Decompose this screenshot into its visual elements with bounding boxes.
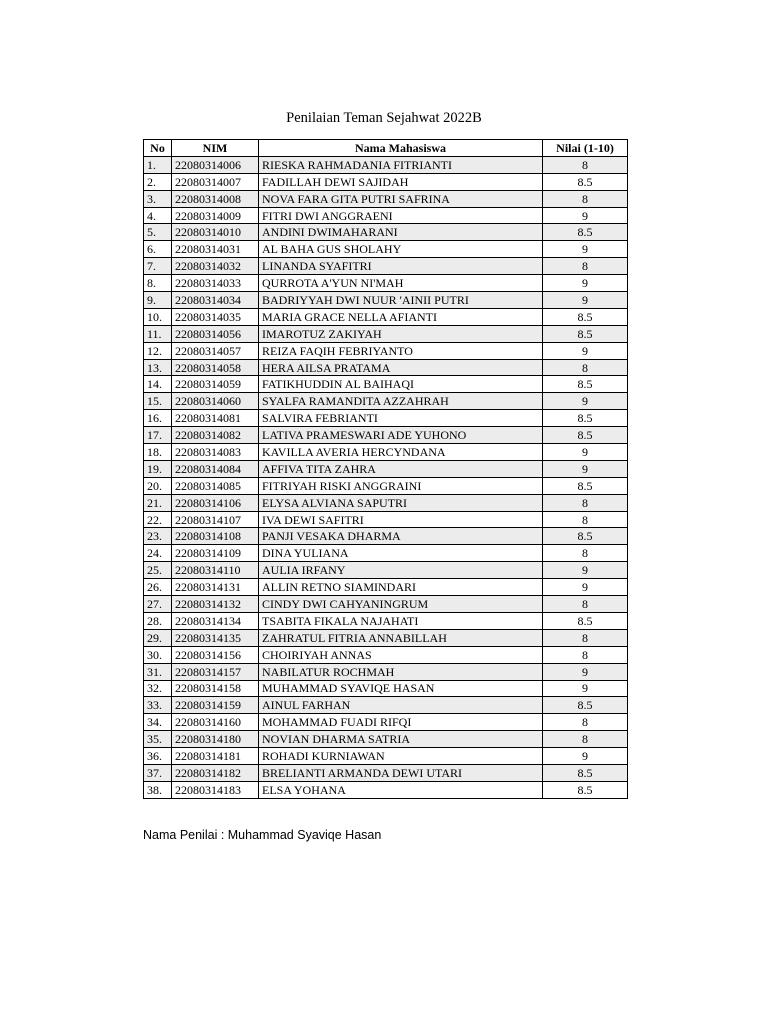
cell-name: BADRIYYAH DWI NUUR 'AINII PUTRI <box>259 292 543 309</box>
cell-nim: 22080314058 <box>172 359 259 376</box>
cell-nilai: 8 <box>543 494 628 511</box>
table-row <box>144 781 628 798</box>
cell-nim: 22080314084 <box>172 460 259 477</box>
cell-nim: 22080314007 <box>172 173 259 190</box>
cell-nim: 22080314131 <box>172 579 259 596</box>
cell-nim: 22080314180 <box>172 731 259 748</box>
cell-nim: 22080314160 <box>172 714 259 731</box>
cell-nim: 22080314085 <box>172 477 259 494</box>
cell-no: 20. <box>144 477 172 494</box>
cell-name: IVA DEWI SAFITRI <box>259 511 543 528</box>
cell-no: 6. <box>144 241 172 258</box>
cell-name: ELSA YOHANA <box>259 781 543 798</box>
cell-nim: 22080314106 <box>172 494 259 511</box>
cell-nilai: 8 <box>543 511 628 528</box>
cell-no: 23. <box>144 528 172 545</box>
cell-name: IMAROTUZ ZAKIYAH <box>259 325 543 342</box>
cell-name: BRELIANTI ARMANDA DEWI UTARI <box>259 764 543 781</box>
header-no: No <box>144 140 172 157</box>
cell-name: KAVILLA AVERIA HERCYNDANA <box>259 444 543 461</box>
cell-no: 18. <box>144 444 172 461</box>
cell-name: AULIA IRFANY <box>259 562 543 579</box>
cell-nim: 22080314132 <box>172 596 259 613</box>
table-row <box>144 224 628 241</box>
table-row <box>144 190 628 207</box>
table-row <box>144 325 628 342</box>
cell-nilai: 8.5 <box>543 325 628 342</box>
cell-no: 24. <box>144 545 172 562</box>
table-row <box>144 629 628 646</box>
cell-nim: 22080314109 <box>172 545 259 562</box>
cell-no: 21. <box>144 494 172 511</box>
cell-no: 4. <box>144 207 172 224</box>
cell-name: ZAHRATUL FITRIA ANNABILLAH <box>259 629 543 646</box>
cell-nilai: 8 <box>543 646 628 663</box>
cell-no: 22. <box>144 511 172 528</box>
table-row <box>144 714 628 731</box>
cell-no: 16. <box>144 410 172 427</box>
cell-no: 11. <box>144 325 172 342</box>
cell-nilai: 8 <box>543 258 628 275</box>
cell-no: 26. <box>144 579 172 596</box>
cell-name: ALLIN RETNO SIAMINDARI <box>259 579 543 596</box>
cell-no: 17. <box>144 427 172 444</box>
cell-nilai: 8 <box>543 714 628 731</box>
table-row <box>144 477 628 494</box>
cell-nim: 22080314135 <box>172 629 259 646</box>
table-row <box>144 427 628 444</box>
cell-nim: 22080314158 <box>172 680 259 697</box>
table-row <box>144 731 628 748</box>
table-row <box>144 393 628 410</box>
cell-no: 13. <box>144 359 172 376</box>
table-row <box>144 359 628 376</box>
table-row <box>144 156 628 173</box>
table-row <box>144 545 628 562</box>
cell-name: RIESKA RAHMADANIA FITRIANTI <box>259 156 543 173</box>
cell-name: CHOIRIYAH ANNAS <box>259 646 543 663</box>
cell-name: FITRI DWI ANGGRAENI <box>259 207 543 224</box>
cell-no: 9. <box>144 292 172 309</box>
cell-nilai: 8 <box>543 731 628 748</box>
cell-nilai: 8.5 <box>543 376 628 393</box>
cell-name: NABILATUR ROCHMAH <box>259 663 543 680</box>
cell-no: 8. <box>144 275 172 292</box>
cell-nim: 22080314107 <box>172 511 259 528</box>
cell-no: 37. <box>144 764 172 781</box>
cell-name: AL BAHA GUS SHOLAHY <box>259 241 543 258</box>
cell-nilai: 9 <box>543 680 628 697</box>
cell-nilai: 8.5 <box>543 410 628 427</box>
cell-nilai: 8 <box>543 596 628 613</box>
cell-name: REIZA FAQIH FEBRIYANTO <box>259 342 543 359</box>
cell-nim: 22080314181 <box>172 748 259 765</box>
cell-name: FITRIYAH RISKI ANGGRAINI <box>259 477 543 494</box>
cell-nilai: 8 <box>543 545 628 562</box>
cell-nilai: 8 <box>543 629 628 646</box>
cell-no: 7. <box>144 258 172 275</box>
cell-name: LINANDA SYAFITRI <box>259 258 543 275</box>
cell-no: 14. <box>144 376 172 393</box>
cell-name: NOVA FARA GITA PUTRI SAFRINA <box>259 190 543 207</box>
header-nilai: Nilai (1-10) <box>543 140 628 157</box>
table-row <box>144 342 628 359</box>
header-name: Nama Mahasiswa <box>259 140 543 157</box>
cell-nim: 22080314059 <box>172 376 259 393</box>
cell-nim: 22080314183 <box>172 781 259 798</box>
cell-no: 28. <box>144 612 172 629</box>
table-row <box>144 292 628 309</box>
cell-nilai: 9 <box>543 444 628 461</box>
cell-name: TSABITA FIKALA NAJAHATI <box>259 612 543 629</box>
cell-name: QURROTA A'YUN NI'MAH <box>259 275 543 292</box>
table-row <box>144 663 628 680</box>
table-row <box>144 308 628 325</box>
cell-nilai: 8.5 <box>543 224 628 241</box>
cell-nilai: 9 <box>543 241 628 258</box>
cell-nilai: 9 <box>543 562 628 579</box>
cell-nim: 22080314009 <box>172 207 259 224</box>
cell-nim: 22080314159 <box>172 697 259 714</box>
table-row <box>144 275 628 292</box>
cell-nim: 22080314134 <box>172 612 259 629</box>
table-row <box>144 596 628 613</box>
cell-no: 29. <box>144 629 172 646</box>
table-row <box>144 494 628 511</box>
table-row <box>144 579 628 596</box>
cell-nim: 22080314006 <box>172 156 259 173</box>
cell-nilai: 9 <box>543 663 628 680</box>
cell-no: 33. <box>144 697 172 714</box>
cell-no: 3. <box>144 190 172 207</box>
cell-name: PANJI VESAKA DHARMA <box>259 528 543 545</box>
header-nim: NIM <box>172 140 259 157</box>
cell-nim: 22080314108 <box>172 528 259 545</box>
cell-name: DINA YULIANA <box>259 545 543 562</box>
table-header-row <box>144 140 628 157</box>
cell-name: FATIKHUDDIN AL BAIHAQI <box>259 376 543 393</box>
cell-nim: 22080314157 <box>172 663 259 680</box>
table-row <box>144 646 628 663</box>
cell-nim: 22080314057 <box>172 342 259 359</box>
cell-nilai: 8 <box>543 156 628 173</box>
cell-name: SALVIRA FEBRIANTI <box>259 410 543 427</box>
cell-nim: 22080314008 <box>172 190 259 207</box>
cell-nilai: 8.5 <box>543 697 628 714</box>
table-row <box>144 511 628 528</box>
cell-nim: 22080314182 <box>172 764 259 781</box>
table-row <box>144 173 628 190</box>
document-title: Penilaian Teman Sejahwat 2022B <box>286 110 482 126</box>
cell-name: AFFIVA TITA ZAHRA <box>259 460 543 477</box>
cell-nilai: 8.5 <box>543 308 628 325</box>
cell-name: ELYSA ALVIANA SAPUTRI <box>259 494 543 511</box>
cell-nim: 22080314156 <box>172 646 259 663</box>
table-row <box>144 748 628 765</box>
table-row <box>144 444 628 461</box>
cell-nilai: 9 <box>543 748 628 765</box>
table-row <box>144 697 628 714</box>
table-row <box>144 528 628 545</box>
table-row <box>144 562 628 579</box>
cell-nilai: 8.5 <box>543 781 628 798</box>
cell-nim: 22080314083 <box>172 444 259 461</box>
table-row <box>144 612 628 629</box>
cell-nilai: 8.5 <box>543 528 628 545</box>
rater-name: Nama Penilai : Muhammad Syaviqe Hasan <box>143 828 382 842</box>
table-row <box>144 680 628 697</box>
cell-nilai: 9 <box>543 342 628 359</box>
cell-name: MARIA GRACE NELLA AFIANTI <box>259 308 543 325</box>
cell-no: 15. <box>144 393 172 410</box>
cell-nilai: 8.5 <box>543 612 628 629</box>
cell-no: 32. <box>144 680 172 697</box>
cell-nim: 22080314110 <box>172 562 259 579</box>
cell-nim: 22080314035 <box>172 308 259 325</box>
cell-name: ROHADI KURNIAWAN <box>259 748 543 765</box>
cell-nim: 22080314032 <box>172 258 259 275</box>
cell-name: AINUL FARHAN <box>259 697 543 714</box>
table-row <box>144 376 628 393</box>
cell-nilai: 8.5 <box>543 173 628 190</box>
cell-nim: 22080314031 <box>172 241 259 258</box>
table-row <box>144 241 628 258</box>
cell-nim: 22080314034 <box>172 292 259 309</box>
cell-nim: 22080314056 <box>172 325 259 342</box>
cell-name: ANDINI DWIMAHARANI <box>259 224 543 241</box>
cell-nilai: 9 <box>543 207 628 224</box>
cell-no: 19. <box>144 460 172 477</box>
cell-no: 2. <box>144 173 172 190</box>
cell-no: 27. <box>144 596 172 613</box>
cell-nilai: 8.5 <box>543 477 628 494</box>
cell-nilai: 9 <box>543 292 628 309</box>
cell-name: HERA AILSA PRATAMA <box>259 359 543 376</box>
table-row <box>144 410 628 427</box>
table-row <box>144 764 628 781</box>
cell-no: 5. <box>144 224 172 241</box>
cell-name: MOHAMMAD FUADI RIFQI <box>259 714 543 731</box>
cell-no: 36. <box>144 748 172 765</box>
cell-nim: 22080314082 <box>172 427 259 444</box>
cell-no: 38. <box>144 781 172 798</box>
cell-no: 1. <box>144 156 172 173</box>
table-row <box>144 460 628 477</box>
cell-nilai: 9 <box>543 275 628 292</box>
cell-name: CINDY DWI CAHYANINGRUM <box>259 596 543 613</box>
cell-nim: 22080314081 <box>172 410 259 427</box>
table-row <box>144 207 628 224</box>
cell-nim: 22080314010 <box>172 224 259 241</box>
cell-nilai: 9 <box>543 460 628 477</box>
cell-no: 10. <box>144 308 172 325</box>
cell-no: 25. <box>144 562 172 579</box>
cell-no: 35. <box>144 731 172 748</box>
cell-no: 30. <box>144 646 172 663</box>
cell-nim: 22080314060 <box>172 393 259 410</box>
cell-nilai: 8 <box>543 190 628 207</box>
table-body <box>144 156 628 798</box>
cell-nilai: 8.5 <box>543 764 628 781</box>
cell-name: FADILLAH DEWI SAJIDAH <box>259 173 543 190</box>
peer-assessment-table <box>143 139 628 799</box>
cell-nilai: 9 <box>543 393 628 410</box>
cell-name: LATIVA PRAMESWARI ADE YUHONO <box>259 427 543 444</box>
cell-no: 12. <box>144 342 172 359</box>
cell-name: SYALFA RAMANDITA AZZAHRAH <box>259 393 543 410</box>
table-row <box>144 258 628 275</box>
cell-name: MUHAMMAD SYAVIQE HASAN <box>259 680 543 697</box>
cell-no: 31. <box>144 663 172 680</box>
cell-no: 34. <box>144 714 172 731</box>
cell-name: NOVIAN DHARMA SATRIA <box>259 731 543 748</box>
cell-nilai: 9 <box>543 579 628 596</box>
cell-nim: 22080314033 <box>172 275 259 292</box>
cell-nilai: 8 <box>543 359 628 376</box>
cell-nilai: 8.5 <box>543 427 628 444</box>
